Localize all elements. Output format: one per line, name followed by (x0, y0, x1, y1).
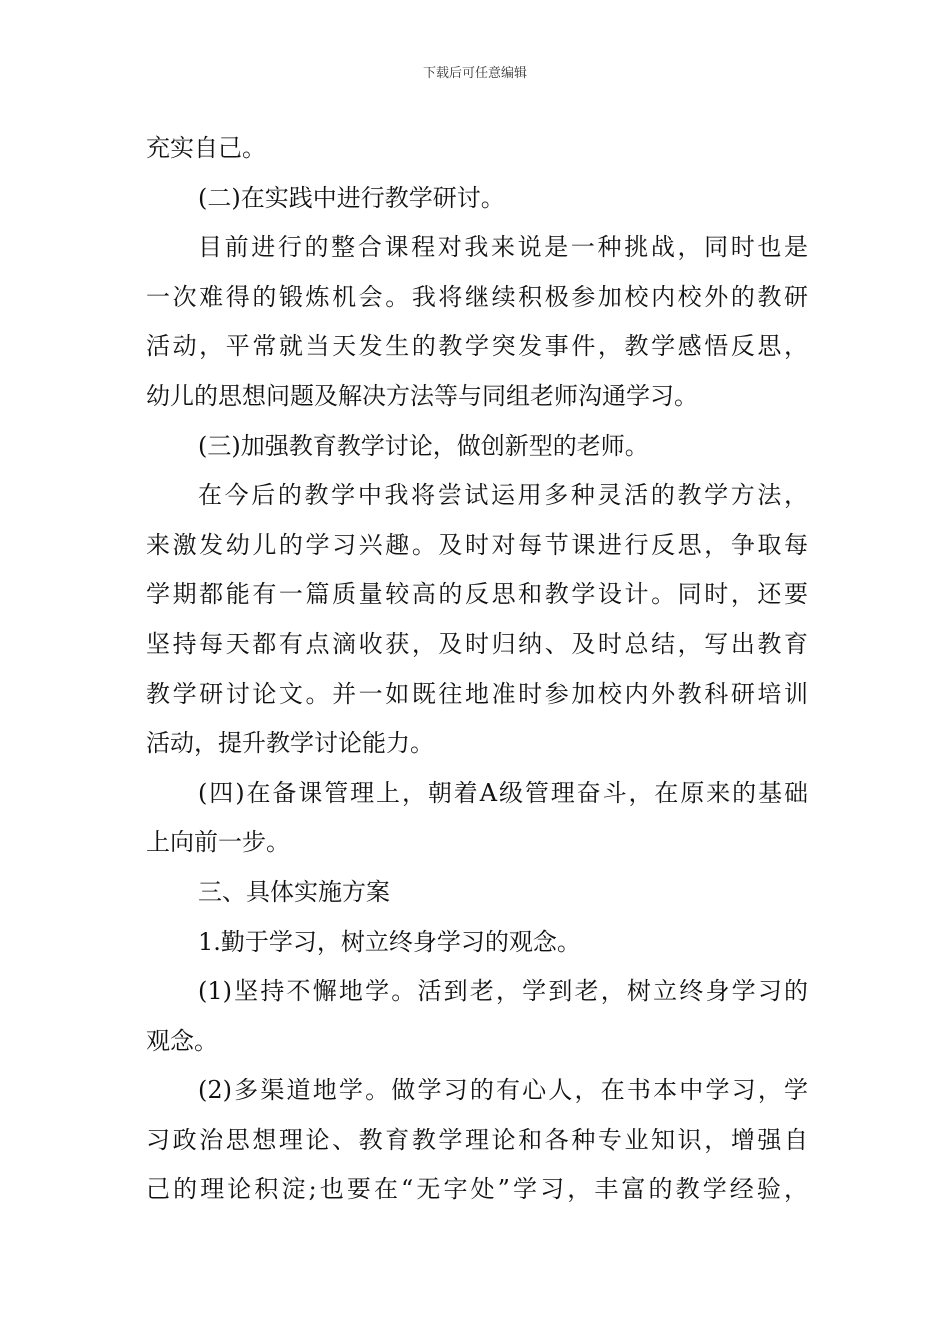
text-line: 目前进行的整合课程对我来说是一种挑战，同时也是 (198, 233, 808, 262)
text-line: 教学研讨论文。并一如既往地准时参加校内外教科研培训 (146, 679, 808, 708)
subsection-heading: 1.勤于学习，树立终身学习的观念。 (198, 927, 581, 956)
text-line: 活动，平常就当天发生的教学突发事件，教学感悟反思， (146, 332, 808, 361)
page-header: 下载后可任意编辑 (422, 66, 527, 81)
text-line: 一次难得的锻炼机会。我将继续积极参加校内校外的教研 (146, 282, 808, 311)
text-line: (2)多渠道地学。做学习的有心人，在书本中学习，学 (198, 1076, 808, 1105)
section-heading: (二)在实践中进行教学研讨。 (198, 183, 505, 212)
section-heading: (四)在备课管理上，朝着A级管理奋斗，在原来的基础 (198, 778, 808, 807)
text-line: 幼儿的思想问题及解决方法等与同组老师沟通学习。 (146, 381, 698, 410)
section-heading: (三)加强教育教学讨论，做创新型的老师。 (198, 431, 649, 460)
text-line: 学期都能有一篇质量较高的反思和教学设计。同时，还要 (146, 580, 808, 609)
text-line: (1)坚持不懈地学。活到老，学到老，树立终身学习的 (198, 977, 808, 1006)
text-line: 活动，提升教学讨论能力。 (146, 729, 434, 758)
text-line: 习政治思想理论、教育教学理论和各种专业知识，增强自 (146, 1125, 808, 1154)
text-line: 己的理论积淀;也要在“无字处”学习，丰富的教学经验， (146, 1175, 808, 1204)
section-heading: 三、具体实施方案 (198, 877, 390, 906)
text-line: 来激发幼儿的学习兴趣。及时对每节课进行反思，争取每 (146, 530, 808, 559)
text-line: 充实自己。 (146, 134, 266, 162)
text-line: 观念。 (146, 1026, 218, 1055)
text-line: 上向前一步。 (146, 828, 290, 857)
document-body (146, 124, 808, 1215)
text-line: 在今后的教学中我将尝试运用多种灵活的教学方法， (198, 481, 808, 510)
text-line: 坚持每天都有点滴收获，及时归纳、及时总结，写出教育 (146, 629, 808, 658)
